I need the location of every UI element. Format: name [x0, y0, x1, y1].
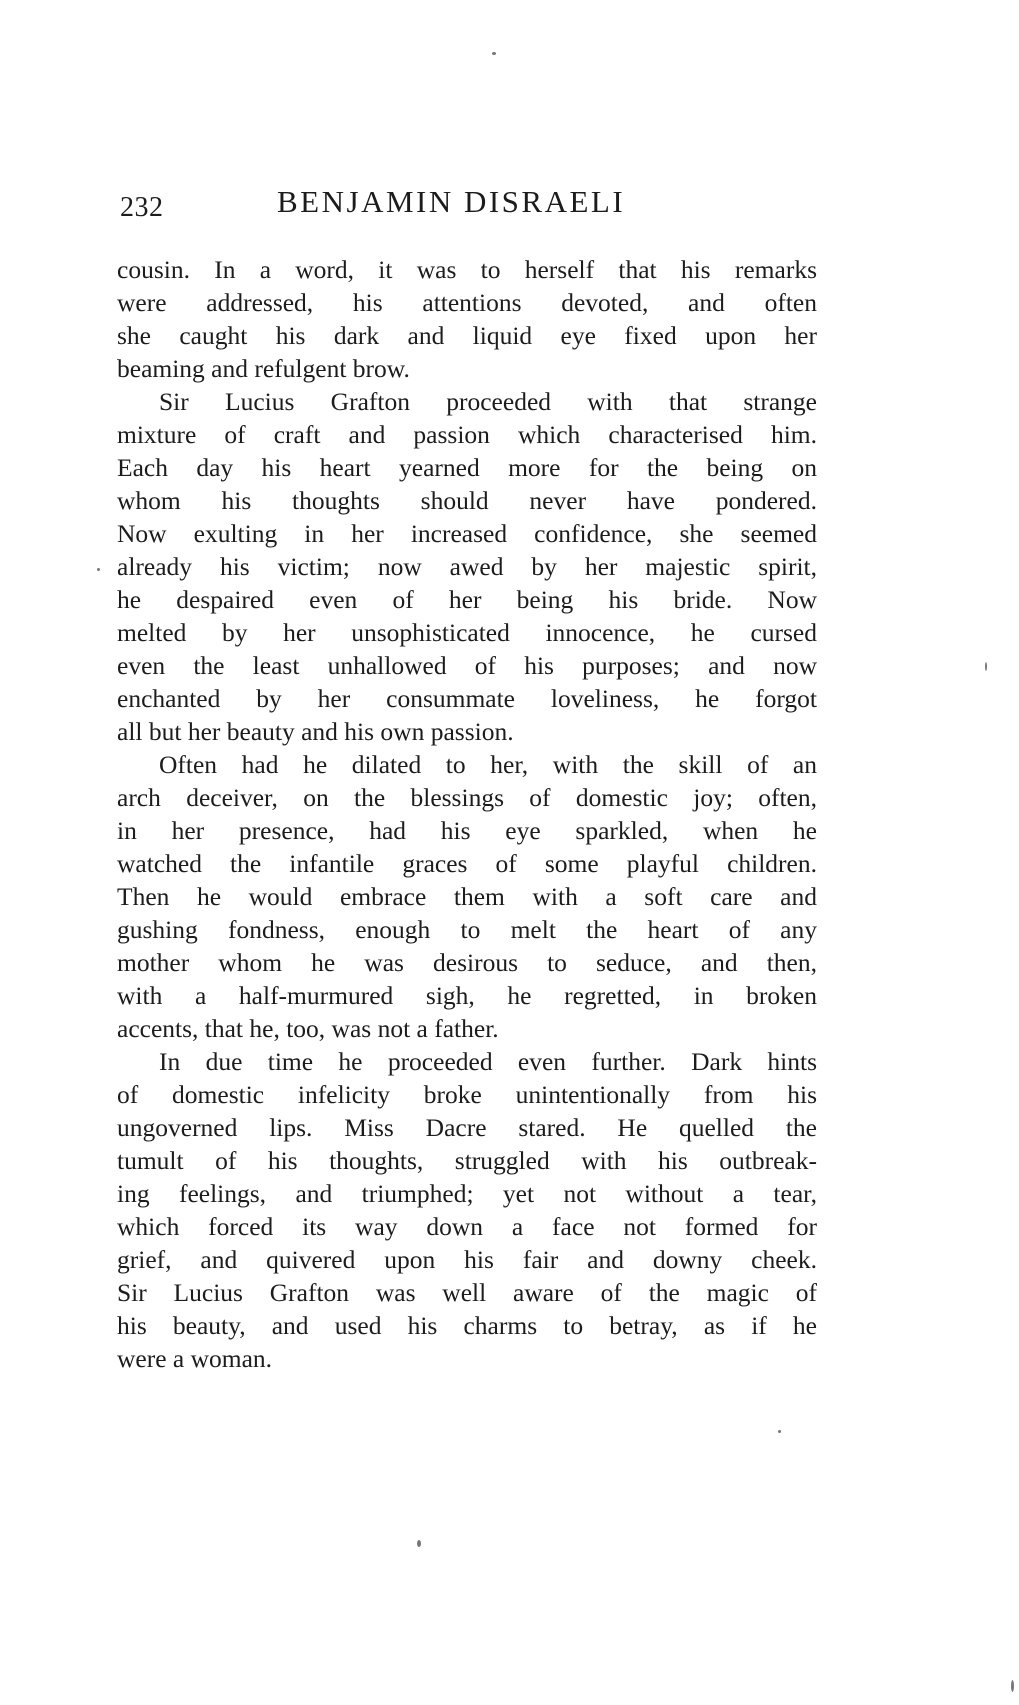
text-line: grief, and quivered upon his fair and downy cheek.	[117, 1245, 817, 1274]
text-line: melted by her unsophisticated innocence, he cursed	[117, 618, 817, 647]
text-line: he despaired even of her being his bride. Now	[117, 585, 817, 614]
text-line: Often had he dilated to her, with the skill of an	[159, 750, 817, 779]
text-line: of domestic infelicity broke unintentionally from his	[117, 1080, 817, 1109]
text-line: mixture of craft and passion which characterised him.	[117, 420, 817, 449]
running-title: BENJAMIN DISRAELI	[277, 184, 626, 219]
text-line: his beauty, and used his charms to betray, as if he	[117, 1311, 817, 1340]
scan-speck	[1011, 1680, 1014, 1692]
text-line: were a woman.	[117, 1344, 273, 1373]
text-line: beaming and refulgent brow.	[117, 354, 410, 383]
body-text	[117, 253, 817, 1375]
text-line: gushing fondness, enough to melt the heart of any	[117, 915, 817, 944]
text-line: already his victim; now awed by her majestic spirit,	[117, 552, 817, 581]
text-line: watched the infantile graces of some playful children.	[117, 849, 817, 878]
text-line: enchanted by her consummate loveliness, he forgot	[117, 684, 817, 713]
text-line: Each day his heart yearned more for the being on	[117, 453, 817, 482]
text-line: mother whom he was desirous to seduce, and then,	[117, 948, 817, 977]
text-line: arch deceiver, on the blessings of domestic joy; often,	[117, 783, 817, 812]
scan-speck	[492, 52, 496, 55]
text-line: whom his thoughts should never have pondered.	[117, 486, 817, 515]
text-line: cousin. In a word, it was to herself that his remarks	[117, 255, 817, 284]
text-line: even the least unhallowed of his purposes; and now	[117, 651, 817, 680]
scan-speck	[985, 662, 987, 671]
text-line: in her presence, had his eye sparkled, when he	[117, 816, 817, 845]
page-header	[120, 184, 820, 228]
text-line: ing feelings, and triumphed; yet not without a tear,	[117, 1179, 817, 1208]
scan-speck	[417, 1540, 421, 1547]
scan-speck	[778, 1430, 781, 1433]
text-line: Sir Lucius Grafton proceeded with that strange	[159, 387, 817, 416]
text-line: with a half-murmured sigh, he regretted, in broken	[117, 981, 817, 1010]
text-line: Then he would embrace them with a soft care and	[117, 882, 817, 911]
text-line: which forced its way down a face not formed for	[117, 1212, 817, 1241]
text-line: Now exulting in her increased confidence, she seemed	[117, 519, 817, 548]
text-line: Sir Lucius Grafton was well aware of the magic of	[117, 1278, 817, 1307]
scan-speck	[97, 568, 100, 571]
text-line: all but her beauty and his own passion.	[117, 717, 514, 746]
text-line: accents, that he, too, was not a father.	[117, 1014, 499, 1043]
text-line: tumult of his thoughts, struggled with his outbreak-	[117, 1146, 817, 1175]
text-line: were addressed, his attentions devoted, and often	[117, 288, 817, 317]
page-number: 232	[120, 192, 164, 223]
text-line: ungoverned lips. Miss Dacre stared. He quelled the	[117, 1113, 817, 1142]
text-line: In due time he proceeded even further. Dark hints	[159, 1047, 817, 1076]
text-line: she caught his dark and liquid eye fixed upon her	[117, 321, 817, 350]
